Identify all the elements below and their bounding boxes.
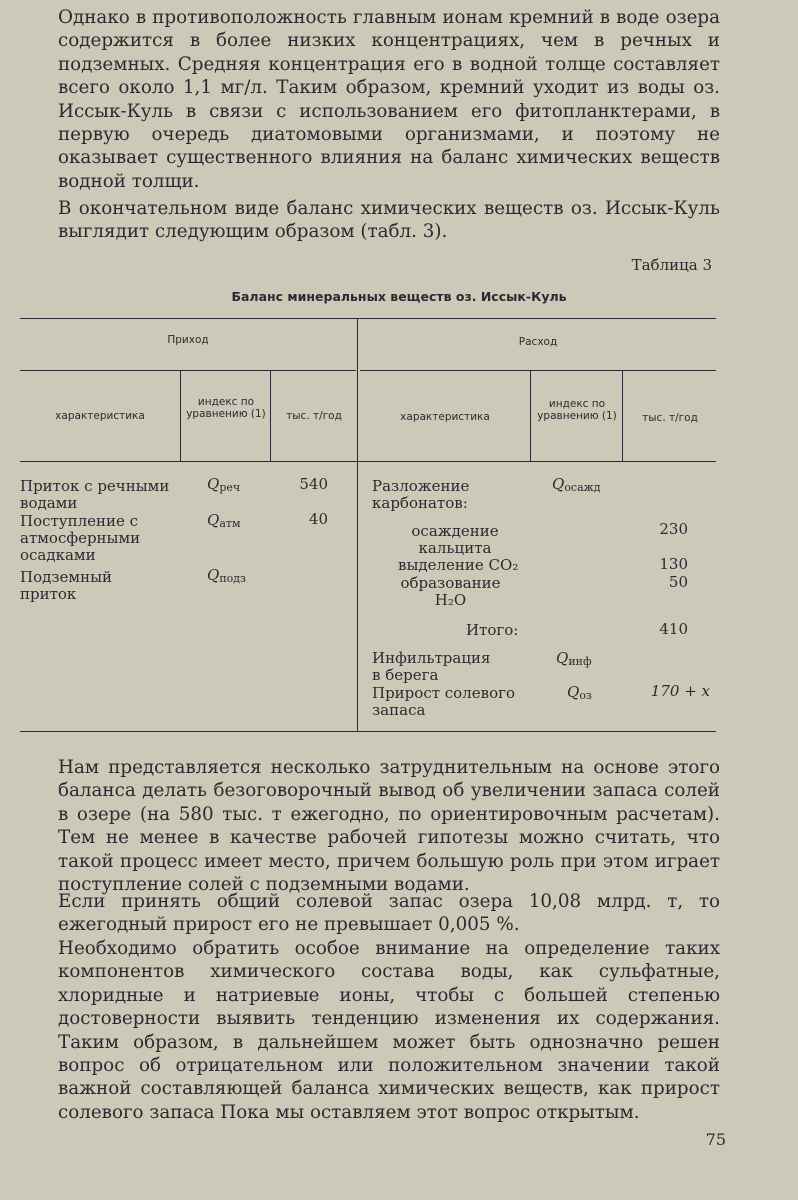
table-title: Баланс минеральных веществ оз. Иссык-Куль <box>231 289 567 304</box>
outcome-total-value: 410 <box>659 620 688 638</box>
income-header: Приход <box>167 334 209 346</box>
outcome-col-units: тыс. т/год <box>642 412 698 424</box>
paragraph-balance-intro: В окончательном виде баланс химических веществ оз. Иссык-Куль выглядит следующим образом (табл. 3). <box>58 198 720 243</box>
outcome-sub-row-value: 50 <box>668 573 688 591</box>
outcome-subheader-rule <box>360 370 716 371</box>
income-row-index: $Q_{подз}$ <box>207 566 247 585</box>
table-number-label: Таблица 3 <box>631 256 712 274</box>
paragraph-conclusion: Нам представляется несколько затруднительным на основе этого баланса делать безоговорочный вывод об увеличении запаса солей в озере (на 580 тыс. т ежегодно, по ориентировочным расчетам). Тем не менее в качестве рабочей гипотезы можно считать, что такой процесс имеет место, причем большую роль при этом играет поступление солей с подземными водами. <box>58 757 720 896</box>
outcome-sub-row-label: образование H₂O <box>400 574 501 609</box>
income-col-divider-1 <box>180 370 181 461</box>
outcome-growth-value: 170 + x <box>650 682 710 700</box>
outcome-sub-row-value: 130 <box>659 555 688 573</box>
income-col-units: тыс. т/год <box>286 410 342 422</box>
outcome-sub-row-value: 230 <box>659 520 688 538</box>
income-row-value: 40 <box>308 510 328 528</box>
paragraph-open-question: Необходимо обратить особое внимание на определение таких компонентов химического состава воды, как сульфатные, хлоридные и натриевые ионы, чтобы с большей степенью достоверности выявить тенденцию изменения их содержания. Таким образом, в дальнейшем может быть однозначно решен вопрос об отрицательном или положительном значении такой важной составляющей баланса химических веществ, как прирост солевого запаса Пока мы оставляем этот вопрос открытым. <box>58 938 720 1123</box>
outcome-col-divider-2 <box>622 370 623 461</box>
page-number: 75 <box>705 1130 726 1149</box>
table-bottom-rule <box>20 731 716 732</box>
paragraph-salt-reserve: Если принять общий солевой запас озера 10,08 млрд. т, то ежегодный прирост его не превышает 0,005 %. <box>58 891 720 936</box>
income-row-label: Приток с речными водами <box>20 477 170 512</box>
outcome-carbonate-label: Разложение карбонатов: <box>372 477 470 512</box>
income-col-index: индекс по уравнению (1) <box>186 396 266 420</box>
outcome-col-characteristic: характеристика <box>400 411 490 423</box>
income-col-characteristic: характеристика <box>55 410 145 422</box>
income-row-value: 540 <box>299 475 328 493</box>
income-row-index: $Q_{атм}$ <box>207 511 241 530</box>
outcome-infiltration-label: Инфильтрация в берега <box>372 649 491 684</box>
outcome-growth-index: $Q_{оз}$ <box>567 683 592 702</box>
outcome-sub-row-label: осаждение кальцита <box>411 522 499 557</box>
table-center-divider <box>357 318 358 731</box>
outcome-col-divider-1 <box>530 370 531 461</box>
income-row-label: Поступление с атмосферными осадками <box>20 512 141 564</box>
outcome-sub-row-label: выделение CO₂ <box>398 556 519 574</box>
table-top-rule <box>20 318 716 319</box>
income-subheader-rule <box>20 370 356 371</box>
table-header-bottom-rule <box>20 461 716 462</box>
outcome-header: Расход <box>518 336 558 348</box>
outcome-infiltration-index: $Q_{инф}$ <box>556 649 592 668</box>
outcome-col-index: индекс по уравнению (1) <box>537 398 617 422</box>
outcome-total-label: Итого: <box>466 621 519 639</box>
income-row-index: $Q_{реч}$ <box>207 475 241 494</box>
income-col-divider-2 <box>270 370 271 461</box>
outcome-growth-label: Прирост солевого запаса <box>372 684 515 719</box>
paragraph-silicon: Однако в противоположность главным ионам кремний в воде озера содержится в более низких концентрациях, чем в речных и подземных. Средняя концентрация его в водной толще составляет всего около 1,1 мг/л. Таким образом, кремний уходит из воды оз. Иссык-Куль в связи с использованием его фитопланктерами, в первую очередь диатомовыми организмами, и поэтому не оказывает существенного влияния на баланс химических веществ водной толщи. <box>58 7 720 192</box>
income-row-label: Подземный приток <box>20 568 113 603</box>
outcome-carbonate-index: $Q_{осажд}$ <box>552 475 601 494</box>
